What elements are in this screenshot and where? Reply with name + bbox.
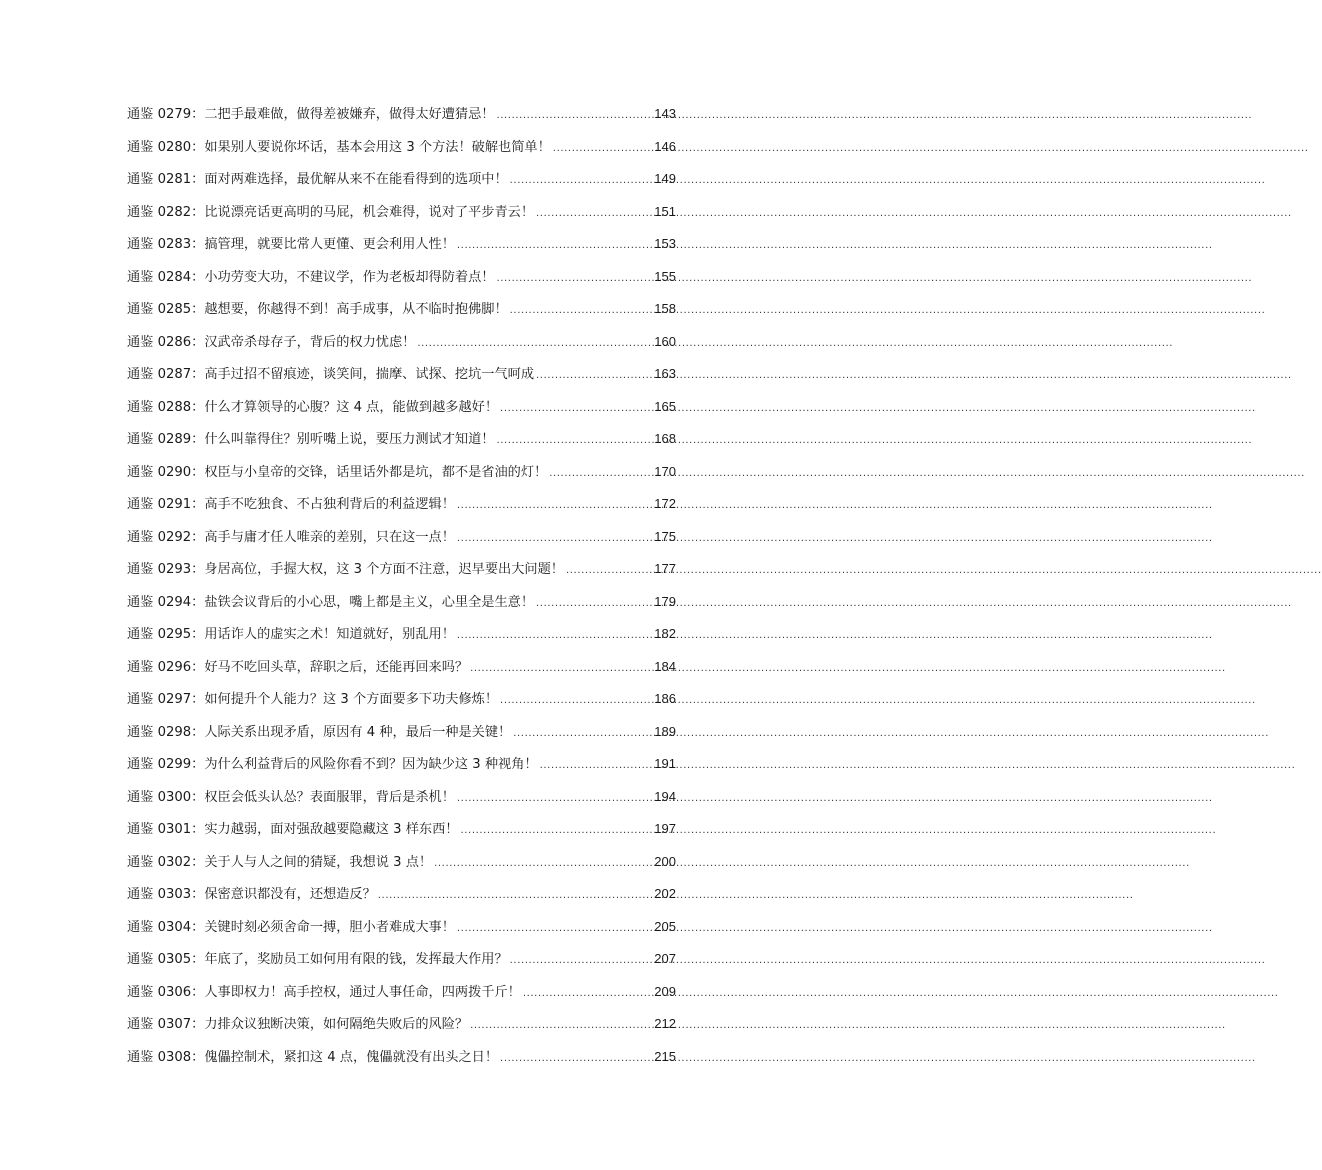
- toc-entry[interactable]: [127, 618, 676, 651]
- dot-leader: [457, 490, 652, 523]
- page-number: 172: [654, 496, 676, 511]
- page-number: 146: [654, 138, 676, 154]
- toc-entry[interactable]: [127, 813, 676, 846]
- toc-entry[interactable]: [127, 846, 676, 879]
- dot-leader: [536, 198, 652, 231]
- toc-entry[interactable]: [127, 781, 676, 814]
- table-of-contents: [127, 98, 676, 1073]
- entry-title: 人事即权力！高手控权，通过人事任命，四两拨千斤！: [204, 984, 521, 1000]
- dot-leader: [536, 360, 652, 393]
- page-number: 209: [654, 983, 676, 999]
- dot-leader: [457, 230, 652, 263]
- toc-entry[interactable]: [127, 98, 676, 131]
- page-number: 163: [654, 366, 676, 381]
- entry-title: 如果别人要说你坏话，基本会用这 3 个方法！破解也简单！: [204, 139, 551, 155]
- entry-title: 权臣会低头认怂？表面服罪，背后是杀机！: [204, 789, 455, 805]
- toc-entry[interactable]: [127, 196, 676, 229]
- dot-leader: [540, 750, 653, 783]
- dot-leader: [460, 815, 652, 848]
- dot-leader: [510, 295, 653, 328]
- entry-title: 实力越弱，面对强敌越要隐藏这 3 样东西！: [204, 822, 459, 837]
- toc-entry[interactable]: [127, 683, 676, 716]
- entry-number: 通鉴 0305：: [127, 952, 205, 967]
- page-number: 155: [654, 268, 676, 284]
- dot-leader: [434, 848, 652, 881]
- toc-entry[interactable]: [127, 521, 676, 554]
- entry-title: 高手过招不留痕迹，谈笑间，揣摩、试探、挖坑一气呵成: [204, 367, 535, 382]
- dot-leader: [513, 718, 652, 751]
- page-number: 200: [654, 853, 676, 869]
- entry-title: 搞管理，就要比常人更懂、更会利用人性！: [204, 237, 455, 252]
- entry-number: 通鉴 0304：: [127, 919, 205, 935]
- entry-title: 面对两难选择，最优解从来不在能看得到的选项中！: [204, 172, 508, 187]
- entry-number: 通鉴 0301：: [127, 822, 205, 837]
- entry-number: 通鉴 0306：: [127, 984, 205, 1000]
- dot-leader: [500, 685, 652, 718]
- toc-entry[interactable]: [127, 326, 676, 359]
- entry-title: 高手不吃独食、不占独利背后的利益逻辑！: [204, 497, 455, 512]
- entry-title: 什么才算领导的心腹？这 4 点，能做到越多越好！: [204, 399, 499, 415]
- dot-leader: [417, 328, 652, 361]
- page-number: 177: [654, 561, 676, 576]
- entry-number: 通鉴 0302：: [127, 854, 205, 870]
- entry-number: 通鉴 0292：: [127, 529, 205, 545]
- entry-title: 权臣与小皇帝的交锋，话里话外都是坑，都不是省油的灯！: [204, 464, 548, 480]
- dot-leader: [457, 523, 652, 556]
- dot-leader: [536, 588, 652, 621]
- entry-number: 通鉴 0300：: [127, 789, 205, 805]
- page-number: 153: [654, 236, 676, 251]
- dot-leader: [500, 1043, 652, 1076]
- toc-entry[interactable]: [127, 911, 676, 944]
- entry-number: 通鉴 0285：: [127, 302, 205, 317]
- entry-number: 通鉴 0303：: [127, 887, 205, 902]
- dot-leader: [470, 1010, 652, 1043]
- page-number: 175: [654, 528, 676, 544]
- page-number: 149: [654, 171, 676, 186]
- toc-entry[interactable]: [127, 748, 676, 781]
- page-number: 184: [654, 658, 676, 674]
- page-number: 212: [654, 1016, 676, 1031]
- entry-number: 通鉴 0289：: [127, 432, 205, 447]
- toc-entry[interactable]: [127, 488, 676, 521]
- entry-title: 盐铁会议背后的小心思，嘴上都是主义，心里全是生意！: [204, 594, 535, 610]
- dot-leader: [566, 555, 652, 588]
- dot-leader: [496, 425, 652, 458]
- dot-leader: [510, 945, 653, 978]
- dot-leader: [457, 783, 652, 816]
- entry-number: 通鉴 0290：: [127, 464, 205, 480]
- dot-leader: [549, 458, 652, 491]
- dot-leader: [553, 133, 653, 166]
- entry-number: 通鉴 0288：: [127, 399, 205, 415]
- entry-title: 如何提升个人能力？这 3 个方面要多下功夫修炼！: [204, 692, 499, 707]
- toc-entry[interactable]: [127, 976, 676, 1009]
- toc-entry[interactable]: [127, 1041, 676, 1074]
- toc-entry[interactable]: [127, 943, 676, 976]
- entry-title: 身居高位，手握大权，这 3 个方面不注意，迟早要出大问题！: [204, 562, 564, 577]
- page-number: 215: [654, 1048, 676, 1064]
- dot-leader: [470, 653, 652, 686]
- entry-title: 为什么利益背后的风险你看不到？因为缺少这 3 种视角！: [204, 757, 538, 772]
- entry-title: 什么叫靠得住？别听嘴上说，要压力测试才知道！: [204, 432, 495, 447]
- entry-title: 好马不吃回头草，辞职之后，还能再回来吗？: [204, 659, 469, 675]
- toc-entry[interactable]: [127, 878, 676, 911]
- page-number: 189: [654, 723, 676, 739]
- toc-entry[interactable]: [127, 553, 676, 586]
- entry-title: 汉武帝杀母存子，背后的权力忧虑！: [204, 334, 416, 350]
- page-number: 158: [654, 301, 676, 316]
- entry-number: 通鉴 0307：: [127, 1017, 205, 1032]
- page-number: 143: [654, 106, 676, 121]
- entry-title: 保密意识都没有，还想造反？: [204, 887, 376, 902]
- entry-number: 通鉴 0279：: [127, 107, 205, 122]
- toc-entry[interactable]: [127, 716, 676, 749]
- entry-number: 通鉴 0282：: [127, 204, 205, 220]
- toc-entry[interactable]: [127, 131, 676, 164]
- entry-number: 通鉴 0299：: [127, 757, 205, 772]
- toc-entry[interactable]: [127, 163, 676, 196]
- entry-title: 年底了，奖励员工如何用有限的钱，发挥最大作用？: [204, 952, 508, 967]
- page-number: 191: [654, 756, 676, 771]
- page-number: 170: [654, 463, 676, 479]
- page-number: 202: [654, 886, 676, 901]
- dot-leader: [510, 165, 653, 198]
- toc-entry[interactable]: [127, 456, 676, 489]
- entry-title: 小功劳变大功，不建议学，作为老板却得防着点！: [204, 269, 495, 285]
- entry-number: 通鉴 0287：: [127, 367, 205, 382]
- entry-number: 通鉴 0297：: [127, 692, 205, 707]
- toc-entry[interactable]: [127, 293, 676, 326]
- toc-entry[interactable]: [127, 586, 676, 619]
- dot-leader: [523, 978, 652, 1011]
- page-number: 160: [654, 333, 676, 349]
- dot-leader: [378, 880, 653, 913]
- page-number: 168: [654, 431, 676, 446]
- entry-number: 通鉴 0284：: [127, 269, 205, 285]
- page-number: 165: [654, 398, 676, 414]
- page-number: 197: [654, 821, 676, 836]
- toc-entry[interactable]: [127, 651, 676, 684]
- page-number: 182: [654, 626, 676, 641]
- entry-number: 通鉴 0295：: [127, 627, 205, 642]
- dot-leader: [457, 620, 652, 653]
- entry-number: 通鉴 0280：: [127, 139, 205, 155]
- entry-number: 通鉴 0294：: [127, 594, 205, 610]
- dot-leader: [457, 913, 652, 946]
- page-number: 207: [654, 951, 676, 966]
- dot-leader: [496, 263, 652, 296]
- entry-title: 力排众议独断决策，如何隔绝失败后的风险？: [204, 1017, 469, 1032]
- entry-title: 人际关系出现矛盾，原因有 4 种，最后一种是关键！: [204, 724, 512, 740]
- toc-entry[interactable]: [127, 423, 676, 456]
- entry-title: 比说漂亮话更高明的马屁，机会难得，说对了平步青云！: [204, 204, 535, 220]
- page-number: 151: [654, 203, 676, 219]
- toc-entry[interactable]: [127, 391, 676, 424]
- page-number: 194: [654, 788, 676, 804]
- page-number: 186: [654, 691, 676, 706]
- entry-title: 高手与庸才任人唯亲的差别，只在这一点！: [204, 529, 455, 545]
- toc-entry[interactable]: [127, 358, 676, 391]
- entry-title: 用话诈人的虚实之术！知道就好，别乱用！: [204, 627, 455, 642]
- entry-title: 傀儡控制术，紧扣这 4 点，傀儡就没有出头之日！: [204, 1049, 499, 1065]
- entry-number: 通鉴 0296：: [127, 659, 205, 675]
- page-number: 179: [654, 593, 676, 609]
- toc-entry[interactable]: [127, 261, 676, 294]
- entry-number: 通鉴 0281：: [127, 172, 205, 187]
- entry-number: 通鉴 0298：: [127, 724, 205, 740]
- entry-number: 通鉴 0291：: [127, 497, 205, 512]
- entry-number: 通鉴 0293：: [127, 562, 205, 577]
- entry-title: 二把手最难做，做得差被嫌弃，做得太好遭猜忌！: [204, 107, 495, 122]
- entry-title: 越想要，你越得不到！高手成事，从不临时抱佛脚！: [204, 302, 508, 317]
- entry-number: 通鉴 0286：: [127, 334, 205, 350]
- toc-entry[interactable]: [127, 228, 676, 261]
- dot-leader: [496, 100, 652, 133]
- entry-title: 关于人与人之间的猜疑，我想说 3 点！: [204, 854, 433, 870]
- entry-number: 通鉴 0283：: [127, 237, 205, 252]
- dot-leader: [500, 393, 652, 426]
- page-number: 205: [654, 918, 676, 934]
- entry-title: 关键时刻必须舍命一搏，胆小者难成大事！: [204, 919, 455, 935]
- entry-number: 通鉴 0308：: [127, 1049, 205, 1065]
- toc-entry[interactable]: [127, 1008, 676, 1041]
